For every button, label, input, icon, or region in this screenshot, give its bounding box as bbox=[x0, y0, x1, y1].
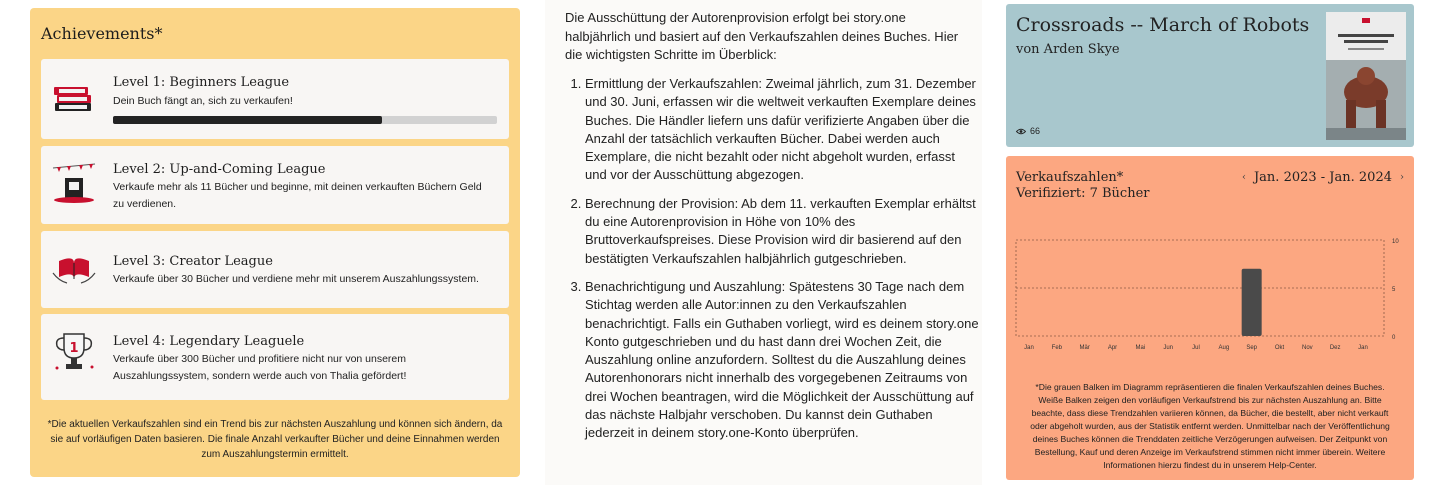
x-tick-label: Okt bbox=[1274, 345, 1285, 351]
achievements-panel bbox=[30, 8, 520, 477]
x-tick-label: Dez bbox=[1329, 345, 1341, 351]
chevron-right-icon[interactable]: › bbox=[1400, 172, 1404, 183]
achievements-title: Achievements* bbox=[41, 24, 163, 43]
sales-title: Verkaufszahlen* bbox=[1016, 170, 1124, 185]
achievements-footnote: *Die aktuellen Verkaufszahlen sind ein Trend bis zur nächsten Auszahlung und können sich ändern, da sie auf vorläufigen Daten basieren. Die finale Anzahl verkaufter Bücher und deine Einnahmen werden zum Auszahlungstermin ermittelt. bbox=[47, 419, 503, 460]
sales-footnote: *Die grauen Balken im Diagramm repräsentieren die finalen Verkaufszahlen deines Buches. Weiße Balken zeigen den vorläufigen Verkaufstrend bis zur nächsten Auszahlung an. Bitte beachte, dass diese Trendzahlen variieren können, da Bücher, die bestellt, aber nicht verkauft oder abgeholt wurden, aus der Statistik entfernt werden. Unmittelbar nach der Veröffentlichung deines Buches können die Trenddaten zeitliche Verzögerungen aufweisen. Der Zeitpunkt von Bestellung, Kauf und deren Anzeige im Verkaufstrend stimmen nicht immer überein. Weitere Informationen hierzu findest du in unserem Help-Center. bbox=[1030, 382, 1390, 470]
sales-card bbox=[1006, 156, 1414, 480]
open-book-hands-icon bbox=[51, 245, 97, 291]
views-count: 66 bbox=[1030, 126, 1041, 136]
celebration-stand-icon bbox=[51, 160, 97, 206]
level-name: Level 2: Up-and-Coming League bbox=[113, 162, 326, 177]
x-tick-label: Jul bbox=[1192, 345, 1200, 351]
level-name: Level 3: Creator League bbox=[113, 254, 273, 269]
level-progress-bar bbox=[113, 116, 497, 124]
x-tick-label: Mär bbox=[1079, 345, 1090, 351]
payout-step: 3. Benachrichtigung und Auszahlung: Spätestens 30 Tage nach dem Stichtag werden alle Autor:innen zu den Verkaufszahlen benachrichtigt. Falls ein Guthaben vorliegt, wird es deinem story.one Konto gutgeschrieben und du hast dann drei Wochen Zeit, die Auszahlung online anzufordern. Solltest du die Auszahlung deines Autorenhonorars nicht innerhalb des vorgegebenen Zeitraums von drei Wochen beantragen, wird die Möglichkeit der Ausschüttung auf das nächste Halbjahr verschoben. Du kannst dein Guthaben jederzeit in deinem story.one-Konto überprüfen. bbox=[585, 278, 980, 443]
x-tick-label: Nov bbox=[1301, 345, 1313, 351]
level-description: Verkaufe über 30 Bücher und verdiene mehr mit unserem Auszahlungssystem. bbox=[113, 273, 479, 285]
chevron-left-icon[interactable]: ‹ bbox=[1241, 172, 1246, 183]
payout-step: 1. Ermittlung der Verkaufszahlen: Zweimal jährlich, zum 31. Dezember und 30. Juni, erfassen wir die weltweit verkauften Exemplare deines Buches. Die Händler liefern uns dafür verifizierte Angaben über die Anzahl der tatsächlich verkauften Bücher. Dabei werden auch Exemplare, die nicht bezahlt oder nicht abgeholt wurden, erfasst und vor der Ausschüttung abgezogen. bbox=[585, 75, 980, 185]
x-tick-label: Mai bbox=[1135, 345, 1146, 351]
level-description: Dein Buch fängt an, sich zu verkaufen! bbox=[113, 95, 293, 107]
book-title[interactable]: Crossroads -- March of Robots bbox=[1016, 14, 1310, 36]
book-cover-image[interactable] bbox=[1326, 12, 1406, 140]
period-selector bbox=[1242, 170, 1404, 185]
period-label: Jan. 2023 - Jan. 2024 bbox=[1253, 170, 1392, 185]
x-tick-label: Jun bbox=[1163, 345, 1174, 351]
x-tick-label: Sep bbox=[1246, 345, 1258, 351]
payout-steps bbox=[565, 75, 980, 453]
payout-info bbox=[545, 0, 982, 485]
x-tick-label: Feb bbox=[1051, 345, 1063, 351]
bar[interactable] bbox=[1242, 269, 1262, 336]
book-stack-icon bbox=[51, 73, 97, 119]
y-tick-label: 10 bbox=[1392, 239, 1399, 245]
payout-intro: Die Ausschüttung der Autorenprovision erfolgt bei story.one halbjährlich und basiert auf den Verkaufszahlen deines Buches. Hier die wichtigsten Schritte im Überblick: bbox=[565, 10, 959, 62]
x-tick-label: Apr bbox=[1107, 345, 1118, 351]
book-author: von Arden Skye bbox=[1016, 42, 1120, 57]
verified-count: Verifiziert: 7 Bücher bbox=[1016, 186, 1150, 201]
level-description: Verkaufe über 300 Bücher und profitiere nicht nur von unserem Auszahlungssystem, sondern werde auch von Thalia gefördert! bbox=[113, 353, 407, 382]
level-description: Verkaufe mehr als 11 Bücher und beginne, mit deinen verkauften Büchern Geld zu verdienen. bbox=[113, 181, 482, 210]
svg-text:1: 1 bbox=[69, 341, 79, 356]
y-tick-label: 0 bbox=[1392, 335, 1396, 341]
sales-title-block bbox=[1016, 170, 1149, 202]
y-tick-label: 5 bbox=[1392, 287, 1396, 293]
x-tick-label: Jan bbox=[1358, 345, 1368, 351]
x-tick-label: Jan bbox=[1024, 345, 1034, 351]
x-tick-label: Aug bbox=[1218, 345, 1230, 351]
level-card-3 bbox=[41, 231, 509, 308]
level-progress-fill bbox=[113, 116, 382, 124]
level-name: Level 4: Legendary Leaguele bbox=[113, 334, 305, 349]
views-counter bbox=[1016, 126, 1040, 136]
level-card-2 bbox=[41, 146, 509, 224]
trophy-icon bbox=[51, 328, 97, 374]
level-card-1 bbox=[41, 59, 509, 139]
eye-icon bbox=[1016, 128, 1026, 135]
level-name: Level 1: Beginners League bbox=[113, 75, 290, 90]
level-card-4 bbox=[41, 314, 509, 400]
payout-step: 2. Berechnung der Provision: Ab dem 11. verkauften Exemplar erhältst du eine Autorenprovision in Höhe von 10% des Bruttoverkaufspreises. Diese Provision wird dir basierend auf den bestätigten Verkaufszahlen halbjährlich gutgeschrieben. bbox=[585, 195, 980, 268]
book-card[interactable] bbox=[1006, 4, 1414, 147]
